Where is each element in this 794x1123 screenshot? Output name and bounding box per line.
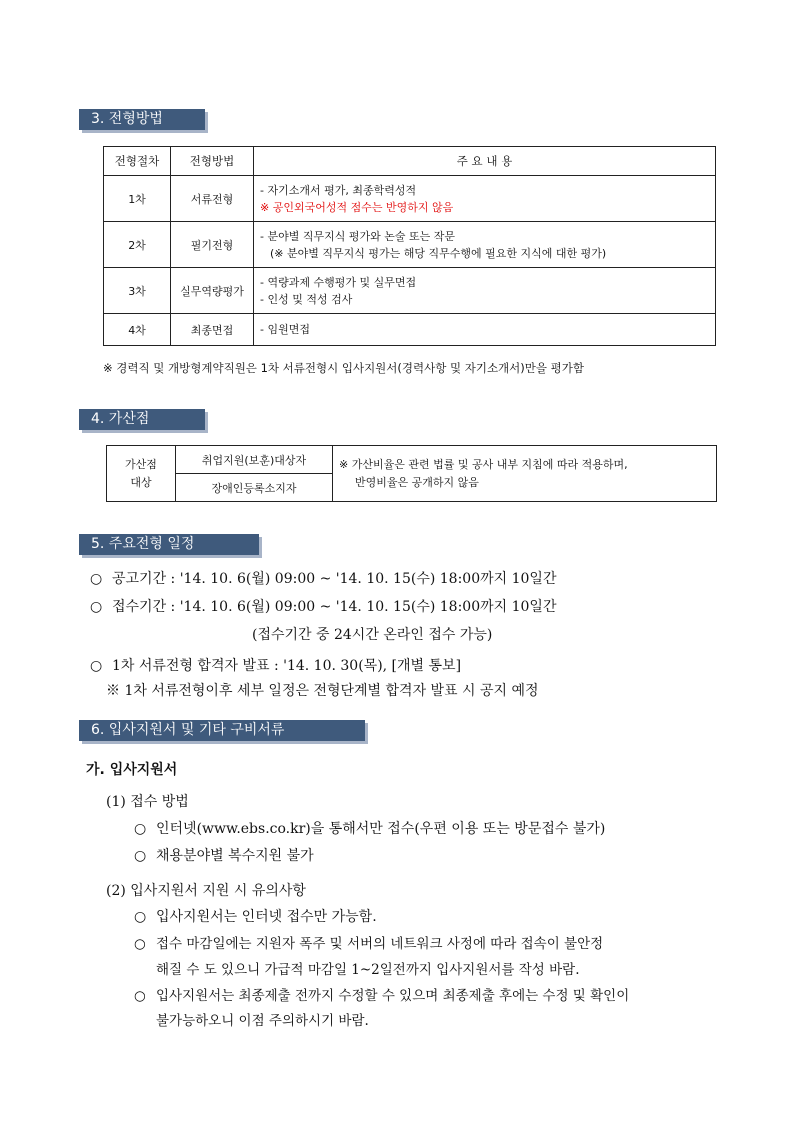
circle-bullet-icon: ○ (134, 909, 147, 925)
item-continuation: 불가능하오니 이점 주의하시기 바람. (156, 1013, 369, 1029)
content-line: - 인성 및 적성 검사 (260, 292, 353, 306)
section-6-header: 6. 입사지원서 및 기타 구비서류 (79, 720, 365, 741)
content-line: - 자기소개서 평가, 최종학력성적 (260, 183, 417, 197)
content-cell (254, 176, 716, 222)
item-bullet-line (134, 932, 603, 952)
schedule-line (90, 568, 556, 588)
selection-method-table (103, 146, 716, 346)
method-cell: 서류전형 (171, 176, 254, 222)
item-bullet-line (134, 984, 629, 1004)
step-cell: 3차 (104, 268, 171, 314)
circle-bullet-icon: ○ (90, 658, 103, 674)
method-cell: 실무역량평가 (171, 268, 254, 314)
item-heading: (2) 입사지원서 지원 시 유의사항 (106, 883, 306, 899)
item-text: 입사지원서는 인터넷 접수만 가능함. (156, 909, 377, 925)
bonus-desc: ※ 가산비율은 관련 법률 및 공사 내부 지침에 따라 적용하며, (339, 457, 628, 471)
schedule-line (90, 655, 461, 675)
bonus-target-cell: 취업지원(보훈)대상자 (176, 446, 333, 474)
bonus-target-cell: 장애인등록소지자 (176, 474, 333, 502)
bonus-label-cell (107, 446, 176, 502)
circle-bullet-icon: ○ (134, 821, 147, 837)
table-row (104, 176, 716, 222)
bonus-label: 가산점 (125, 457, 157, 471)
subsection-title: 가. 입사지원서 (86, 762, 178, 778)
step-cell: 2차 (104, 222, 171, 268)
header-content: 주 요 내 용 (254, 147, 716, 176)
method-cell: 최종면접 (171, 314, 254, 346)
content-cell (254, 314, 716, 346)
item-text: 인터넷(www.ebs.co.kr)을 통해서만 접수(우편 이용 또는 방문접수 불가) (156, 821, 606, 837)
item-bullet-line (134, 818, 605, 838)
item-bullet-line (134, 845, 314, 865)
bonus-desc-cell (333, 446, 717, 502)
content-cell (254, 268, 716, 314)
header-method: 전형방법 (171, 147, 254, 176)
circle-bullet-icon: ○ (90, 571, 103, 587)
red-notice: ※ 공인외국어성적 점수는 반영하지 않음 (260, 200, 454, 214)
bonus-desc: 반영비율은 공개하지 않음 (355, 475, 479, 489)
content-line: - 분야별 직무지식 평가와 논술 또는 작문 (260, 229, 455, 243)
table-row (107, 446, 717, 474)
schedule-note: ※ 1차 서류전형이후 세부 일정은 전형단계별 합격자 발표 시 공지 예정 (106, 683, 539, 699)
schedule-text: 공고기간 : '14. 10. 6(월) 09:00 ~ '14. 10. 15(수) 18:00까지 10일간 (112, 571, 557, 587)
table-header-row (104, 147, 716, 176)
method-cell: 필기전형 (171, 222, 254, 268)
section-5-header: 5. 주요전형 일정 (79, 534, 259, 555)
schedule-line (90, 596, 556, 616)
item-text: 접수 마감일에는 지원자 폭주 및 서버의 네트워크 사정에 따라 접속이 불안정 (156, 936, 604, 952)
table-row (104, 222, 716, 268)
schedule-text: 접수기간 : '14. 10. 6(월) 09:00 ~ '14. 10. 15(수) 18:00까지 10일간 (112, 599, 557, 615)
table-row (104, 314, 716, 346)
item-text: 입사지원서는 최종제출 전까지 수정할 수 있으며 최종제출 후에는 수정 및 확인이 (156, 988, 630, 1004)
circle-bullet-icon: ○ (90, 599, 103, 615)
item-bullet-line (134, 906, 377, 926)
header-step: 전형절차 (104, 147, 171, 176)
item-text: 채용분야별 복수지원 불가 (156, 848, 314, 864)
circle-bullet-icon: ○ (134, 936, 146, 952)
step-cell: 1차 (104, 176, 171, 222)
item-heading: (1) 접수 방법 (106, 794, 189, 810)
content-cell (254, 222, 716, 268)
content-line: - 역량과제 수행평가 및 실무면접 (260, 275, 417, 289)
section-3-note: ※ 경력직 및 개방형계약직원은 1차 서류전형시 입사지원서(경력사항 및 자기소개서)만을 평가함 (103, 361, 584, 375)
step-cell: 4차 (104, 314, 171, 346)
schedule-text: 1차 서류전형 합격자 발표 : '14. 10. 30(목), [개별 통보] (112, 658, 462, 674)
bonus-label: 대상 (130, 475, 152, 489)
schedule-subline: (접수기간 중 24시간 온라인 접수 가능) (252, 627, 493, 643)
circle-bullet-icon: ○ (134, 988, 146, 1004)
section-4-header: 4. 가산점 (79, 409, 205, 430)
item-continuation: 해질 수 도 있으니 가급적 마감일 1~2일전까지 입사지원서를 작성 바람. (156, 962, 580, 978)
bonus-points-table (106, 445, 717, 502)
section-3-header: 3. 전형방법 (79, 109, 205, 130)
circle-bullet-icon: ○ (134, 848, 147, 864)
content-line: - 임원면접 (260, 323, 310, 336)
table-row (104, 268, 716, 314)
content-line: (※ 분야별 직무지식 평가는 해당 직무수행에 필요한 지식에 대한 평가) (270, 246, 607, 260)
